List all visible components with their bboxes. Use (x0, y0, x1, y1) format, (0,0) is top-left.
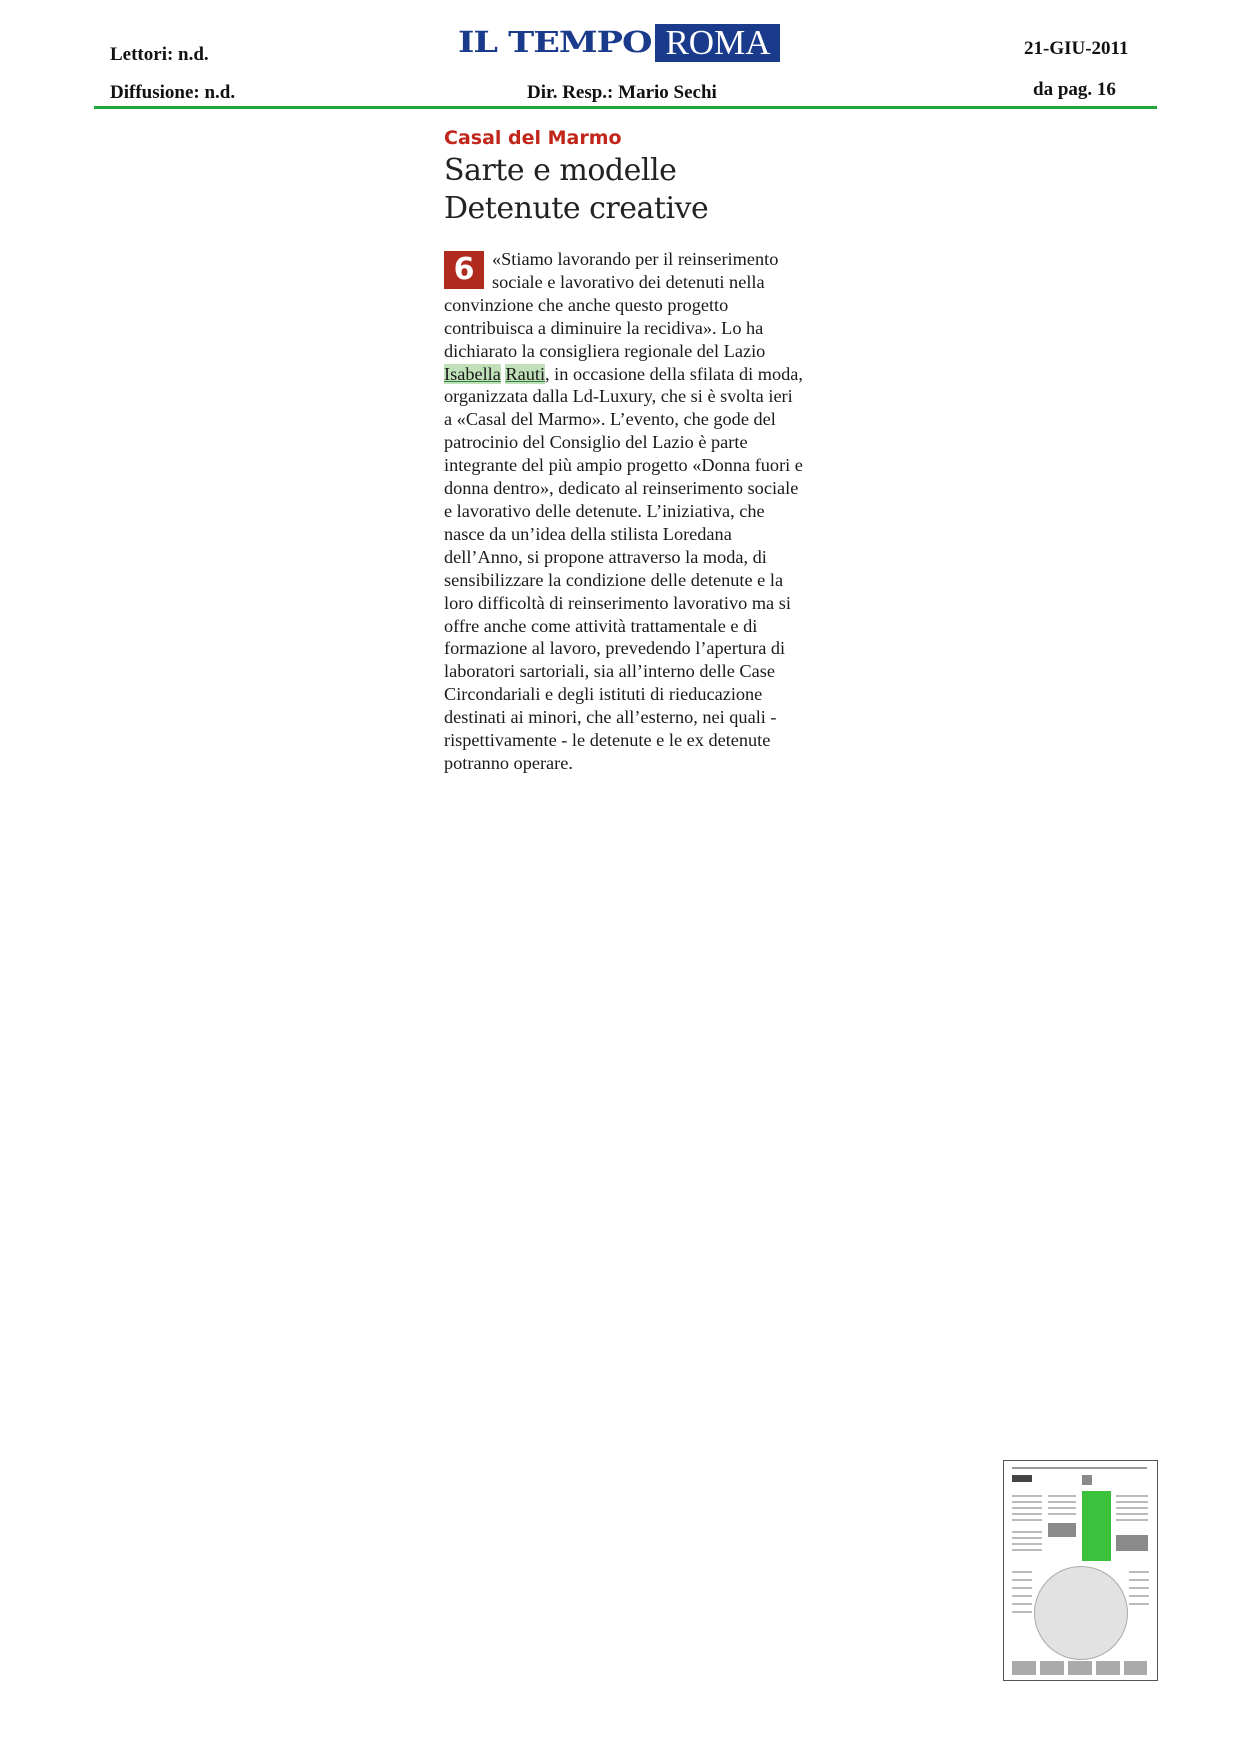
headline-line-2: Detenute creative (444, 191, 709, 226)
thumbnail-text-line (1116, 1495, 1148, 1497)
header-divider (94, 106, 1157, 109)
article-number-badge: 6 (444, 251, 484, 289)
thumbnail-bottom-strip (1012, 1661, 1147, 1675)
body-text-end: , in occasione della sfilata di moda, organizzata dalla Ld-Luxury, che si è svolta ieri a «Casal del Marmo». L’evento, che gode del patrocinio del Consiglio del Lazio è parte integrante del più ampio progetto «Donna fuori e donna dentro», dedicato al reinserimento sociale e lavorativo delle detenute. L’iniziativa, che nasce da un’idea della stilista Loredana dell’Anno, si propone attraverso la moda, di sensibilizzare la condizione delle detenute e la loro difficoltà di reinserimento lavorativo ma si offre anche come attività trattamentale e di formazione al lavoro, prevedendo l’apertura di laboratori sartoriali, sia all’interno delle Case Circondariali e degli istituti di rieducazione destinati ai minori, che all’esterno, nei quali - rispettivamente - le detenute e le ex detenute potranno operare. (444, 363, 803, 773)
thumbnail-text-line (1012, 1603, 1032, 1605)
thumbnail-photo (1116, 1535, 1148, 1551)
thumbnail-text-line (1129, 1603, 1149, 1605)
body-text-start: «Stiamo lavorando per il reinserimento sociale e lavorativo dei detenuti nella convinzione che anche questo progetto contribuisca a diminuire la recidiva». Lo ha dichiarato la consigliera regionale del Lazio (444, 249, 779, 361)
article-body (444, 248, 804, 775)
page-thumbnail (1003, 1460, 1158, 1681)
article-headline (444, 152, 804, 228)
thumbnail-text-line (1129, 1571, 1149, 1573)
page-reference: da pag. 16 (1033, 79, 1116, 100)
thumbnail-text-line (1012, 1595, 1032, 1597)
thumbnail-text-line (1012, 1519, 1042, 1521)
thumbnail-text-line (1116, 1501, 1148, 1503)
thumbnail-text-line (1012, 1587, 1032, 1589)
thumbnail-text-line (1012, 1543, 1042, 1545)
masthead-name: IL TEMPO (458, 25, 652, 60)
thumbnail-text-line (1012, 1549, 1042, 1551)
highlighted-name-first: Isabella (444, 363, 501, 384)
publication-date: 21-GIU-2011 (1024, 38, 1129, 59)
editor-label: Dir. Resp.: Mario Sechi (527, 82, 717, 103)
highlighted-name-last: Rauti (505, 363, 546, 384)
newspaper-masthead (458, 24, 780, 62)
thumbnail-text-line (1129, 1587, 1149, 1589)
thumbnail-text-line (1012, 1579, 1032, 1581)
thumbnail-text-line (1012, 1513, 1042, 1515)
article-kicker: Casal del Marmo (444, 127, 622, 149)
thumbnail-text-line (1048, 1495, 1076, 1497)
thumbnail-text-line (1048, 1507, 1076, 1509)
thumbnail-photo (1048, 1523, 1076, 1537)
circulation-label: Diffusione: n.d. (110, 82, 236, 103)
readers-label: Lettori: n.d. (110, 44, 209, 65)
thumbnail-photo (1082, 1475, 1092, 1485)
headline-line-1: Sarte e modelle (444, 153, 677, 188)
thumbnail-map-graphic (1034, 1566, 1128, 1660)
thumbnail-header-line (1012, 1467, 1147, 1469)
thumbnail-highlighted-article (1082, 1491, 1111, 1561)
thumbnail-text-line (1129, 1595, 1149, 1597)
thumbnail-text-line (1012, 1571, 1032, 1573)
thumbnail-text-line (1012, 1537, 1042, 1539)
thumbnail-text-line (1012, 1507, 1042, 1509)
thumbnail-text-line (1116, 1519, 1148, 1521)
thumbnail-text-line (1012, 1611, 1032, 1613)
thumbnail-text-line (1048, 1513, 1076, 1515)
thumbnail-text-line (1116, 1513, 1148, 1515)
masthead-edition: ROMA (655, 24, 780, 62)
thumbnail-text-line (1012, 1495, 1042, 1497)
thumbnail-text-line (1012, 1501, 1042, 1503)
thumbnail-text-line (1012, 1531, 1042, 1533)
thumbnail-text-line (1116, 1507, 1148, 1509)
thumbnail-title-block (1012, 1475, 1032, 1482)
article (444, 126, 804, 775)
thumbnail-text-line (1129, 1579, 1149, 1581)
article-text (444, 248, 804, 775)
thumbnail-text-line (1048, 1501, 1076, 1503)
